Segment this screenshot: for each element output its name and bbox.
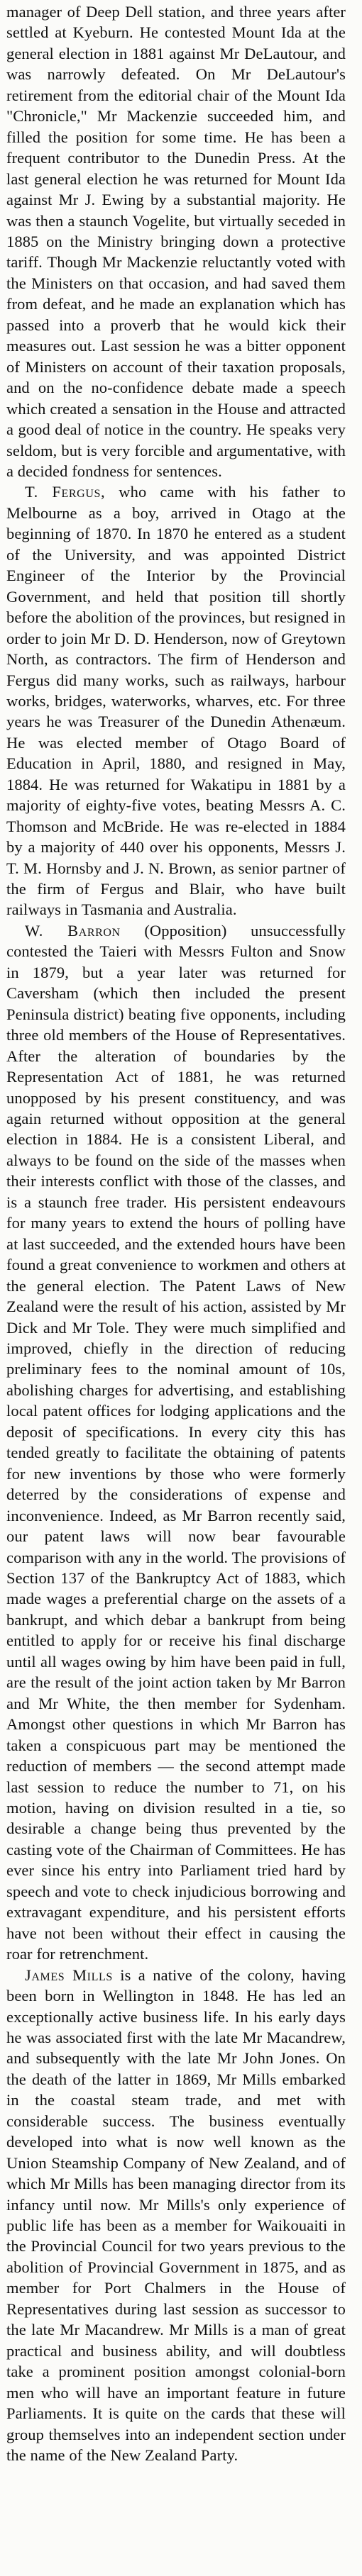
barron-name: W. Barron [25, 921, 121, 939]
article-column [6, 1, 346, 2465]
fergus-paragraph [6, 481, 346, 920]
fergus-text: who came with his father to Melbourne as a boy, arrived in Otago at the beginning of 1870. In 1870 he entered as a student of the University, and was appointed District Engineer of the Interior by the Provincial Government, and held that position till shortly before the abolition of the provinces, but resigned in order to join Mr D. D. Henderson, now of Greytown North, as contractors. The firm of Henderson and Fergus did many works, such as railways, harbour works, bridges, waterworks, wharves, etc. For three years he was Treasurer of the Dunedin Athenæum. He was elected member of Otago Board of Education in April, 1880, and resigned in May, 1884. He was returned for Wakatipu in 1881 by a majority of eighty-five votes, beating Messrs A. C. Thomson and McBride. He was re-elected in 1884 by a majority of 440 over his opponents, Messrs J. T. M. Hornsby and J. N. Brown, as senior partner of the firm of Fergus and Blair, who have built railways in Tasmania and Australia. [6, 483, 346, 919]
mills-paragraph [6, 1965, 346, 2466]
intro-paragraph [6, 1, 346, 481]
mills-name: James Mills [25, 1966, 113, 1984]
intro-text: manager of Deep Dell station, and three years after settled at Kyeburn. He contested Mount Ida at the general election in 1881 against Mr DeLautour, and was narrowly defeated. On Mr DeLautour's retirement from the editorial chair of the Mount Ida "Chronicle," Mr Mackenzie succeeded him, and filled the position for some time. He has been a frequent contributor to the Dunedin Press. At the last general election he was returned for Mount Ida against Mr J. Ewing by a substantial majority. He was then a staunch Vogelite, but virtually seceded in 1885 on the Ministry bringing down a protective tariff. Though Mr Mackenzie reluctantly voted with the Ministers on that occasion, and had saved them from defeat, and he made an explanation which has passed into a proverb that he would kick their measures out. Last session he was a bitter opponent of Ministers on account of their taxation proposals, and on the no-confidence debate made a speech which created a sensation in the House and attracted a good deal of notice in the country. He speaks very seldom, but is very forcible and argumentative, with a decided fondness for sentences. [6, 3, 346, 480]
mills-text: is a native of the colony, having been born in Wellington in 1848. He has led an exceptionally active business life. In his early days he was associated first with the late Mr Macandrew, and subsequently with the late Mr John Jones. On the death of the latter in 1869, Mr Mills embarked in the coastal steam trade, and met with considerable success. The business eventually developed into what is now well known as the Union Steamship Company of New Zealand, and of which Mr Mills has been managing director from its infancy until now. Mr Mills's only experience of public life has been as a member for Waikouaiti in the Provincial Council for two years previous to the abolition of Provincial Government in 1875, and as member for Port Chalmers in the House of Representatives during last session as successor to the late Mr Macandrew. Mr Mills is a man of great practical and business ability, and will doubtless take a prominent position amongst colonial-born men who will have an important feature in future Parliaments. It is quite on the cards that these will group themselves into an independent section under the name of the New Zealand Party. [6, 1966, 346, 2465]
barron-paragraph [6, 920, 346, 1965]
barron-text: (Opposition) unsuccessfully contested the Taieri with Messrs Fulton and Snow in 1879, but a year later was returned for Caversham (which then included the present Peninsula district) beating five opponents, including three old members of the House of Representatives. After the alteration of boundaries by the Representation Act of 1881, he was returned unopposed by his present constituency, and was again returned without opposition at the general election in 1884. He is a consistent Liberal, and always to be found on the side of the masses when their interests conflict with those of the classes, and is a staunch free trader. His persistent endeavours for many years to extend the hours of polling have at last succeeded, and the extended hours have been found a great convenience to workmen and others at the general election. The Patent Laws of New Zealand were the result of his action, assisted by Mr Dick and Mr Tole. They were much simplified and improved, chiefly in the direction of reducing preliminary fees to the nominal amount of 10s, abolishing charges for advertising, and establishing local patent offices for lodging applications and the deposit of specifications. In every city this has tended greatly to facilitate the obtaining of patents for new inventions by those who were formerly deterred by the considerations of expense and inconvenience. Indeed, as Mr Barron recently said, our patent laws will now bear favourable comparison with any in the world. The provisions of Section 137 of the Bankruptcy Act of 1883, which made wages a preferential charge on the assets of a bankrupt, and which debar a bankrupt from being entitled to apply for or receive his final discharge until all wages owing by him have been paid in full, are the result of the joint action taken by Mr Barron and Mr White, the then member for Sydenham. Amongst other questions in which Mr Barron has taken a conspicuous part may be mentioned the reduction of members — the second attempt made last session to reduce the number to 71, on his motion, having on division resulted in a tie, so desirable a change being thus prevented by the casting vote of the Chairman of Committees. He has ever since his entry into Parliament tried hard by speech and vote to check injudicious borrowing and extravagant expenditure, and his persistent efforts have not been without their effect in causing the roar for retrenchment. [6, 921, 346, 1963]
fergus-name: T. Fergus, [25, 483, 106, 501]
